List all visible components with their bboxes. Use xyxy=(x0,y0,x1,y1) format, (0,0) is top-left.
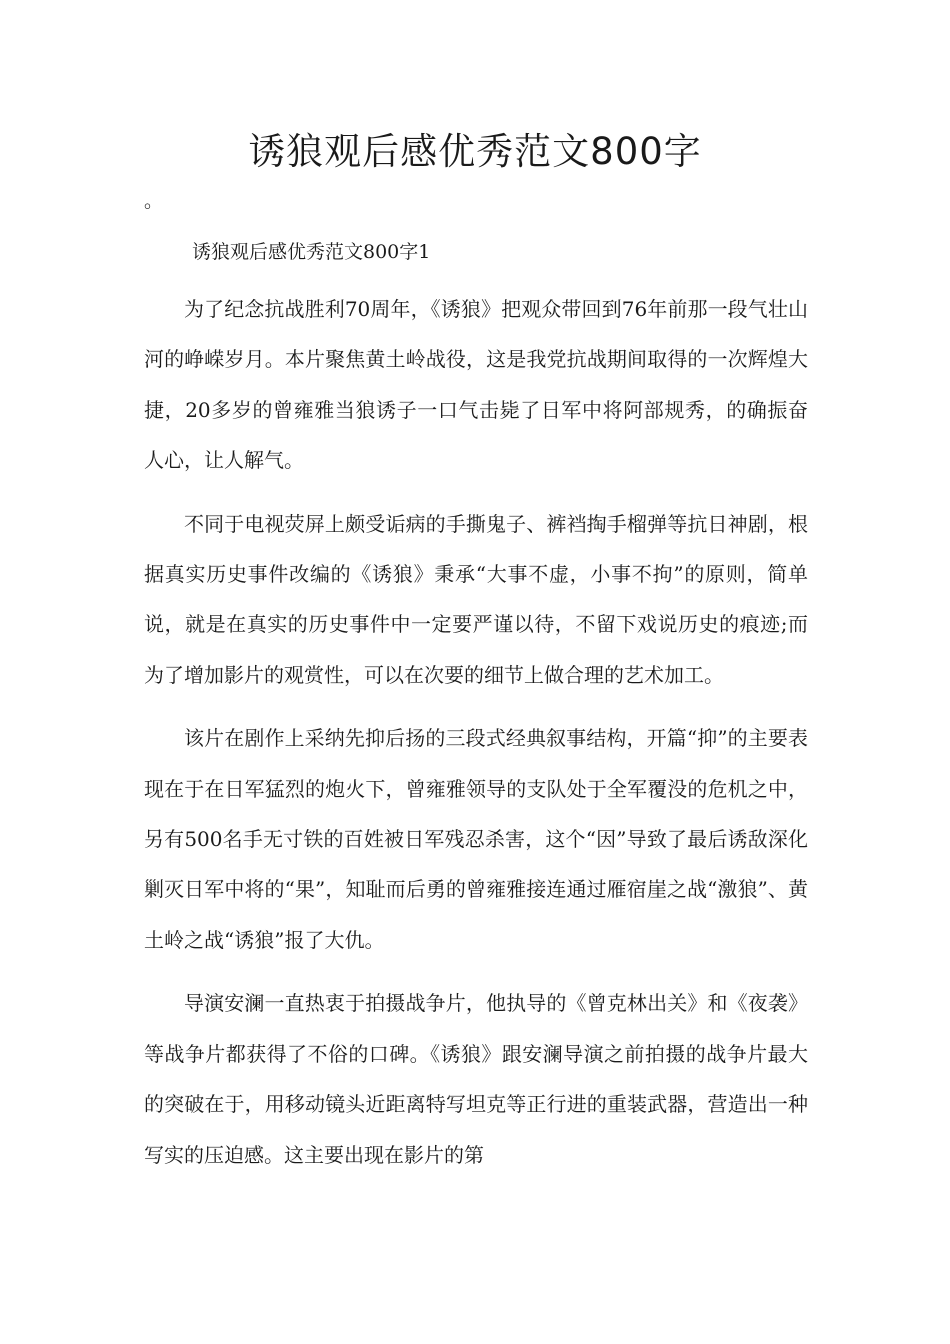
article-body xyxy=(144,284,808,1193)
paragraph-3: 该片在剧作上采纳先抑后扬的三段式经典叙事结构，开篇“抑”的主要表现在于在日军猛烈的炮火下，曾雍雅领导的支队处于全军覆没的危机之中，另有500名手无寸铁的百姓被日军残忍杀害，这个“因”导致了最后诱敌深化剿灭日军中将的“果”，知耻而后勇的曾雍雅接连通过雁宿崖之战“激狼”、黄土岭之战“诱狼”报了大仇。 xyxy=(144,726,808,952)
leading-punctuation: 。 xyxy=(144,190,164,212)
paragraph-2: 不同于电视荧屏上颇受诟病的手撕鬼子、裤裆掏手榴弹等抗日神剧，根据真实历史事件改编的《诱狼》秉承“大事不虚，小事不拘”的原则，简单说，就是在真实的历史事件中一定要严谨以待，不留下戏说历史的痕迹;而为了增加影片的观赏性，可以在次要的细节上做合理的艺术加工。 xyxy=(144,511,808,687)
paragraph-1: 为了纪念抗战胜利70周年，《诱狼》把观众带回到76年前那一段气壮山河的峥嵘岁月。本片聚焦黄土岭战役，这是我党抗战期间取得的一次辉煌大捷，20多岁的曾雍雅当狼诱子一口气击毙了日军中将阿部规秀，的确振奋人心，让人解气。 xyxy=(144,297,808,473)
paragraph-4: 导演安澜一直热衷于拍摄战争片，他执导的《曾克林出关》和《夜袭》等战争片都获得了不俗的口碑。《诱狼》跟安澜导演之前拍摄的战争片最大的突破在于，用移动镜头近距离特写坦克等正行进的重装武器，营造出一种写实的压迫感。这主要出现在影片的第 xyxy=(144,991,808,1167)
section-heading: 诱狼观后感优秀范文800字1 xyxy=(192,241,431,263)
document-title: 诱狼观后感优秀范文800字 xyxy=(248,130,702,173)
